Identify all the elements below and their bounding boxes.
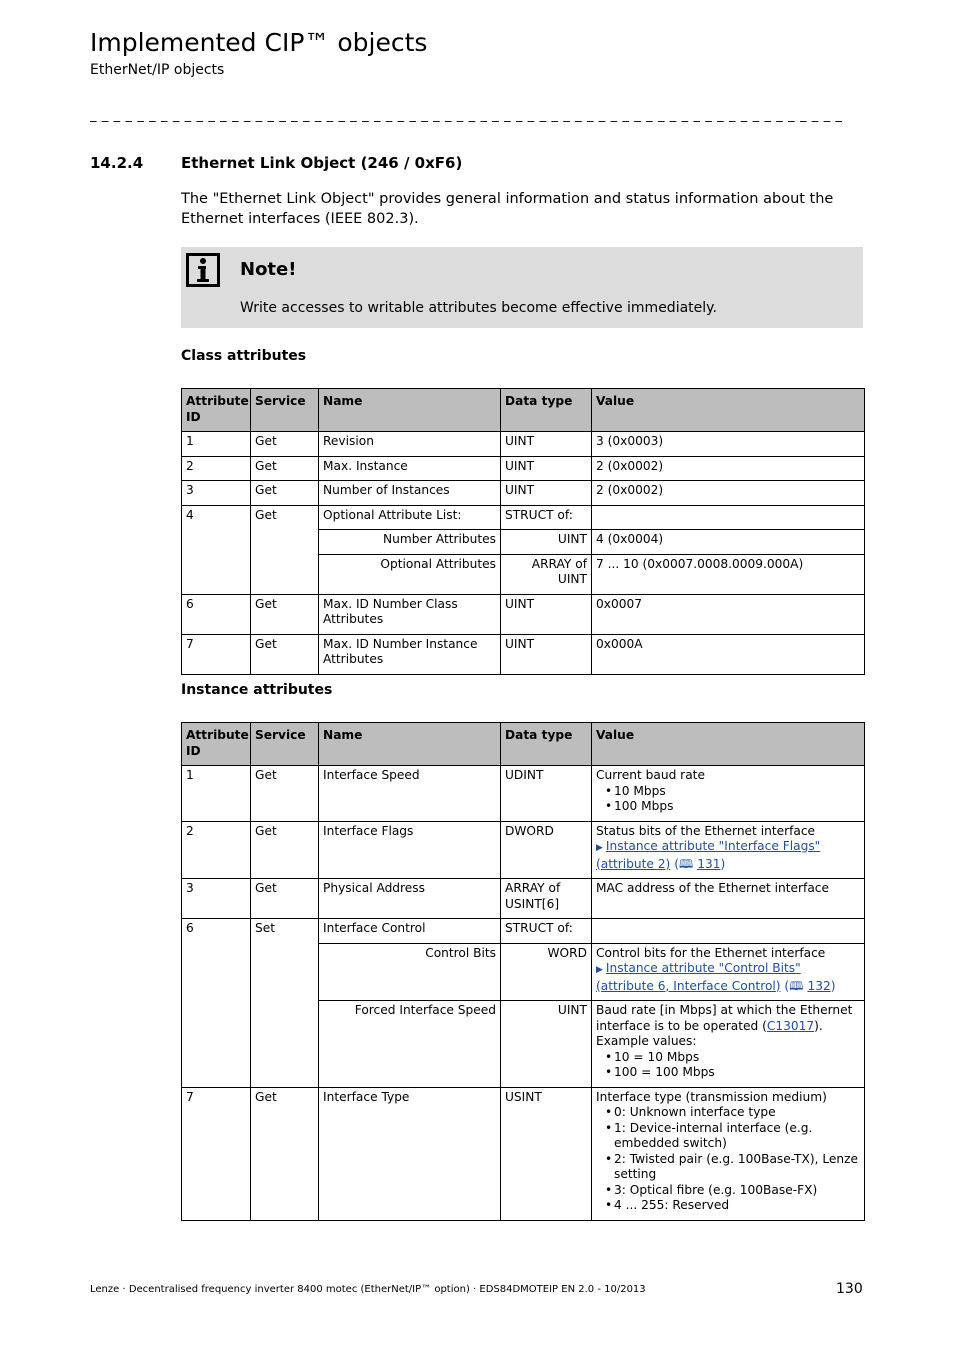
value-text-part: ).	[814, 1018, 823, 1033]
attr-name: Max. ID Number Instance Attributes	[319, 634, 501, 674]
footer-text: Lenze · Decentralised frequency inverter 8400 motec (EtherNet/IP™ option) · EDS84DMOTEIP EN 2.0 - 10/2013	[90, 1284, 646, 1295]
attr-value: 7 ... 10 (0x0007.0008.0009.000A)	[592, 554, 865, 594]
attr-service: Get	[251, 481, 319, 506]
attr-name: Interface Control	[319, 919, 501, 944]
attr-service: Set	[251, 919, 319, 1088]
list-item: • 1: Device-internal interface (e.g. embedded switch)	[596, 1121, 860, 1152]
attr-service: Get	[251, 821, 319, 879]
attr-name: Max. ID Number Class Attributes	[319, 594, 501, 634]
attr-id: 1	[182, 432, 251, 457]
list-item: • 3: Optical fibre (e.g. 100Base-FX)	[596, 1183, 860, 1199]
attr-type: UINT	[501, 530, 592, 555]
col-header: Data type	[501, 389, 592, 432]
attr-value: 3 (0x0003)	[592, 432, 865, 457]
value-text	[596, 1003, 860, 1034]
page-ref-link[interactable]: 132	[807, 978, 831, 993]
attr-type: STRUCT of:	[501, 505, 592, 530]
attr-value	[592, 821, 865, 879]
value-text-part: Baud rate [in Mbps] at which the Ethernet interface is to be operated (	[596, 1003, 853, 1033]
attr-value	[592, 1001, 865, 1088]
attr-type: UINT	[501, 1001, 592, 1088]
col-header: Attribute ID	[182, 389, 251, 432]
attr-name: Interface Speed	[319, 766, 501, 822]
xref-link[interactable]: Instance attribute "Interface Flags" (attribute 2)	[596, 839, 821, 871]
col-header: Name	[319, 389, 501, 432]
page-number: 130	[836, 1281, 863, 1297]
class-attributes-heading: Class attributes	[181, 348, 307, 364]
attr-id: 1	[182, 766, 251, 822]
xref-link[interactable]: Instance attribute "Control Bits" (attribute 6, Interface Control)	[596, 961, 801, 993]
value-text: Control bits for the Ethernet interface	[596, 945, 826, 960]
col-header: Service	[251, 723, 319, 766]
attr-type: UINT	[501, 634, 592, 674]
attr-name: Optional Attributes	[319, 554, 501, 594]
value-list	[596, 1050, 860, 1081]
instance-attributes-table	[181, 722, 865, 1221]
table-row	[182, 432, 865, 457]
attr-service: Get	[251, 456, 319, 481]
table-row	[182, 821, 865, 879]
attr-value: 0x0007	[592, 594, 865, 634]
attr-id: 4	[182, 505, 251, 594]
attr-service: Get	[251, 1087, 319, 1220]
header-separator: _ _ _ _ _ _ _ _ _ _ _ _ _ _ _ _ _ _ _ _ _ _ _ _ _ _ _ _ _ _ _ _ _ _ _ _ _ _ _ _ _ _ _ _ _ _ _ _ _ _ _ _ _ _ _ _ _ _ _ _ _ _ _ _	[90, 108, 843, 123]
list-item: • 10 = 10 Mbps	[596, 1050, 860, 1066]
attr-name: Control Bits	[319, 943, 501, 1001]
list-item: • 100 = 100 Mbps	[596, 1065, 860, 1081]
attr-value: 0x000A	[592, 634, 865, 674]
table-row	[182, 1087, 865, 1220]
attr-name: Physical Address	[319, 879, 501, 919]
attr-type: ARRAY of USINT[6]	[501, 879, 592, 919]
attr-name: Forced Interface Speed	[319, 1001, 501, 1088]
arrow-right-icon: ▶	[596, 965, 603, 975]
attr-name: Optional Attribute List:	[319, 505, 501, 530]
instance-attributes-heading: Instance attributes	[181, 682, 333, 698]
attr-id: 2	[182, 456, 251, 481]
attr-name: Number of Instances	[319, 481, 501, 506]
list-item: • 4 ... 255: Reserved	[596, 1198, 860, 1214]
code-link[interactable]: C13017	[766, 1018, 815, 1033]
value-text: Interface type (transmission medium)	[596, 1089, 827, 1104]
attr-type: UINT	[501, 432, 592, 457]
attr-value: 4 (0x0004)	[592, 530, 865, 555]
attr-type: UINT	[501, 481, 592, 506]
section-title: Ethernet Link Object (246 / 0xF6)	[181, 154, 463, 172]
attr-type: DWORD	[501, 821, 592, 879]
attr-id: 2	[182, 821, 251, 879]
page-ref-link[interactable]: 131	[697, 856, 721, 871]
list-item: • 0: Unknown interface type	[596, 1105, 860, 1121]
attr-type: STRUCT of:	[501, 919, 592, 944]
attr-name: Max. Instance	[319, 456, 501, 481]
note-text: Write accesses to writable attributes become effective immediately.	[240, 300, 717, 316]
value-text: Status bits of the Ethernet interface	[596, 823, 816, 838]
col-header: Value	[592, 389, 865, 432]
section-intro: The "Ethernet Link Object" provides general information and status information about the Ethernet interfaces (IEEE 802.3).	[181, 191, 834, 227]
attr-type: USINT	[501, 1087, 592, 1220]
col-header: Service	[251, 389, 319, 432]
col-header: Value	[592, 723, 865, 766]
xref: ▶ Instance attribute "Control Bits" (attribute 6, Interface Control) (🕮 132)	[596, 961, 836, 993]
col-header: Name	[319, 723, 501, 766]
value-text: Current baud rate	[596, 768, 705, 782]
col-header: Data type	[501, 723, 592, 766]
class-attributes-table	[181, 388, 865, 675]
attr-service: Get	[251, 594, 319, 634]
info-icon	[186, 253, 220, 287]
table-row	[182, 919, 865, 944]
table-row	[182, 594, 865, 634]
attr-id: 7	[182, 634, 251, 674]
xref: ▶ Instance attribute "Interface Flags" (attribute 2) (🕮 131)	[596, 839, 821, 871]
book-icon: 🕮	[789, 978, 804, 993]
table-header-row	[182, 723, 865, 766]
attr-value	[592, 505, 865, 530]
value-list	[596, 1105, 860, 1214]
page-title: Implemented CIP™ objects	[90, 28, 428, 57]
attr-service: Get	[251, 879, 319, 919]
table-row	[182, 481, 865, 506]
attr-value: 2 (0x0002)	[592, 481, 865, 506]
table-row	[182, 505, 865, 530]
list-item: • 100 Mbps	[596, 799, 860, 815]
section-number: 14.2.4	[90, 154, 144, 172]
attr-value: MAC address of the Ethernet interface	[592, 879, 865, 919]
attr-type: ARRAY of UINT	[501, 554, 592, 594]
attr-id: 3	[182, 481, 251, 506]
note-title: Note!	[240, 259, 297, 280]
table-row	[182, 766, 865, 822]
attr-value	[592, 943, 865, 1001]
attr-service: Get	[251, 505, 319, 594]
attr-name: Revision	[319, 432, 501, 457]
value-list	[596, 784, 860, 815]
attr-service: Get	[251, 634, 319, 674]
example-label: Example values:	[596, 1034, 697, 1048]
attr-id: 7	[182, 1087, 251, 1220]
attr-value: 2 (0x0002)	[592, 456, 865, 481]
attr-name: Interface Type	[319, 1087, 501, 1220]
list-item: • 2: Twisted pair (e.g. 100Base-TX), Lenze setting	[596, 1152, 860, 1183]
attr-type: UDINT	[501, 766, 592, 822]
table-row	[182, 634, 865, 674]
attr-type: UINT	[501, 456, 592, 481]
table-header-row	[182, 389, 865, 432]
attr-id: 6	[182, 594, 251, 634]
attr-name: Interface Flags	[319, 821, 501, 879]
list-item: • 10 Mbps	[596, 784, 860, 800]
book-icon: 🕮	[678, 856, 694, 871]
attr-value	[592, 766, 865, 822]
attr-value	[592, 1087, 865, 1220]
attr-name: Number Attributes	[319, 530, 501, 555]
attr-service: Get	[251, 766, 319, 822]
attr-id: 3	[182, 879, 251, 919]
col-header: Attribute ID	[182, 723, 251, 766]
attr-service: Get	[251, 432, 319, 457]
arrow-right-icon: ▶	[596, 843, 603, 853]
attr-type: UINT	[501, 594, 592, 634]
note-box	[181, 247, 863, 328]
attr-id: 6	[182, 919, 251, 1088]
attr-type: WORD	[501, 943, 592, 1001]
page-subtitle: EtherNet/IP objects	[90, 62, 225, 78]
table-row	[182, 456, 865, 481]
table-row	[182, 879, 865, 919]
attr-value	[592, 919, 865, 944]
